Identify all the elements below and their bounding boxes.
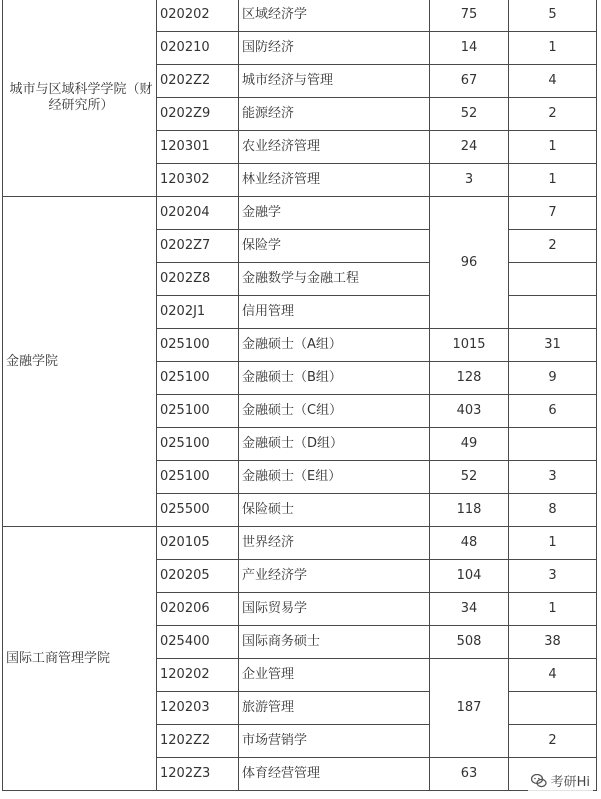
code-cell: 025100 <box>157 461 239 494</box>
major-cell: 能源经济 <box>239 98 430 131</box>
code-cell: 025100 <box>157 395 239 428</box>
applicants-cell: 187 <box>430 659 509 758</box>
code-cell: 020105 <box>157 527 239 560</box>
applicants-cell: 118 <box>430 494 509 527</box>
quota-cell: 7 <box>509 197 597 230</box>
quota-cell: 1 <box>509 164 597 197</box>
table-row <box>3 0 597 32</box>
major-cell: 金融数学与金融工程 <box>239 263 430 296</box>
quota-cell: 31 <box>509 329 597 362</box>
quota-cell: 38 <box>509 626 597 659</box>
code-cell: 025400 <box>157 626 239 659</box>
code-cell: 020202 <box>157 0 239 32</box>
major-cell: 国际商务硕士 <box>239 626 430 659</box>
major-cell: 金融学 <box>239 197 430 230</box>
major-cell: 农业经济管理 <box>239 131 430 164</box>
school-name: 金融学院 <box>6 353 59 369</box>
applicants-cell: 49 <box>430 428 509 461</box>
quota-cell <box>509 296 597 329</box>
quota-cell: 2 <box>509 230 597 263</box>
school-cell <box>3 527 157 791</box>
code-cell: 120203 <box>157 692 239 725</box>
code-cell: 020205 <box>157 560 239 593</box>
code-cell: 025500 <box>157 494 239 527</box>
quota-cell: 4 <box>509 65 597 98</box>
major-cell: 金融硕士（B组） <box>239 362 430 395</box>
code-cell: 120301 <box>157 131 239 164</box>
major-cell: 产业经济学 <box>239 560 430 593</box>
quota-cell: 3 <box>509 461 597 494</box>
watermark-text: 考研Hi <box>550 775 590 790</box>
major-cell: 金融硕士（A组） <box>239 329 430 362</box>
major-cell: 企业管理 <box>239 659 430 692</box>
major-cell: 体育经营管理 <box>239 758 430 791</box>
code-cell: 120302 <box>157 164 239 197</box>
quota-cell: 8 <box>509 494 597 527</box>
applicants-cell: 128 <box>430 362 509 395</box>
quota-cell: 1 <box>509 32 597 65</box>
quota-cell <box>509 428 597 461</box>
major-cell: 城市经济与管理 <box>239 65 430 98</box>
code-cell: 020204 <box>157 197 239 230</box>
major-cell: 信用管理 <box>239 296 430 329</box>
table-row <box>3 527 597 560</box>
quota-cell: 1 <box>509 527 597 560</box>
applicants-cell: 508 <box>430 626 509 659</box>
applicants-cell: 75 <box>430 0 509 32</box>
school-cell <box>3 0 157 197</box>
applicants-cell: 3 <box>430 164 509 197</box>
applicants-cell: 67 <box>430 65 509 98</box>
quota-cell: 9 <box>509 362 597 395</box>
quota-cell: 6 <box>509 395 597 428</box>
quota-cell: 2 <box>509 98 597 131</box>
code-cell: 020206 <box>157 593 239 626</box>
applicants-cell: 52 <box>430 98 509 131</box>
quota-cell <box>509 692 597 725</box>
table-row <box>3 197 597 230</box>
code-cell: 120202 <box>157 659 239 692</box>
major-cell: 国际贸易学 <box>239 593 430 626</box>
applicants-cell: 52 <box>430 461 509 494</box>
watermark <box>528 770 593 791</box>
applicants-cell: 48 <box>430 527 509 560</box>
quota-cell: 4 <box>509 659 597 692</box>
admission-table <box>2 0 597 791</box>
code-cell: 1202Z3 <box>157 758 239 791</box>
code-cell: 1202Z2 <box>157 725 239 758</box>
applicants-cell: 96 <box>430 197 509 329</box>
major-cell: 保险学 <box>239 230 430 263</box>
school-name: 城市与区域科学学院（财经研究所） <box>9 81 153 113</box>
major-cell: 林业经济管理 <box>239 164 430 197</box>
applicants-cell: 24 <box>430 131 509 164</box>
school-cell <box>3 197 157 527</box>
applicants-cell: 63 <box>430 758 509 791</box>
code-cell: 025100 <box>157 329 239 362</box>
major-cell: 旅游管理 <box>239 692 430 725</box>
quota-cell <box>509 263 597 296</box>
code-cell: 0202Z8 <box>157 263 239 296</box>
applicants-cell: 403 <box>430 395 509 428</box>
major-cell: 保险硕士 <box>239 494 430 527</box>
code-cell: 0202Z9 <box>157 98 239 131</box>
code-cell: 0202J1 <box>157 296 239 329</box>
applicants-cell: 14 <box>430 32 509 65</box>
code-cell: 0202Z7 <box>157 230 239 263</box>
school-name: 国际工商管理学院 <box>6 650 111 666</box>
quota-cell: 1 <box>509 593 597 626</box>
wechat-official-account-icon <box>531 774 547 788</box>
applicants-cell: 1015 <box>430 329 509 362</box>
major-cell: 金融硕士（E组） <box>239 461 430 494</box>
quota-cell: 5 <box>509 0 597 32</box>
code-cell: 025100 <box>157 428 239 461</box>
applicants-cell: 104 <box>430 560 509 593</box>
major-cell: 市场营销学 <box>239 725 430 758</box>
quota-cell: 2 <box>509 725 597 758</box>
major-cell: 金融硕士（C组） <box>239 395 430 428</box>
quota-cell: 1 <box>509 131 597 164</box>
applicants-cell: 34 <box>430 593 509 626</box>
major-cell: 区域经济学 <box>239 0 430 32</box>
major-cell: 国防经济 <box>239 32 430 65</box>
major-cell: 金融硕士（D组） <box>239 428 430 461</box>
major-cell: 世界经济 <box>239 527 430 560</box>
quota-cell: 3 <box>509 560 597 593</box>
code-cell: 025100 <box>157 362 239 395</box>
code-cell: 020210 <box>157 32 239 65</box>
code-cell: 0202Z2 <box>157 65 239 98</box>
